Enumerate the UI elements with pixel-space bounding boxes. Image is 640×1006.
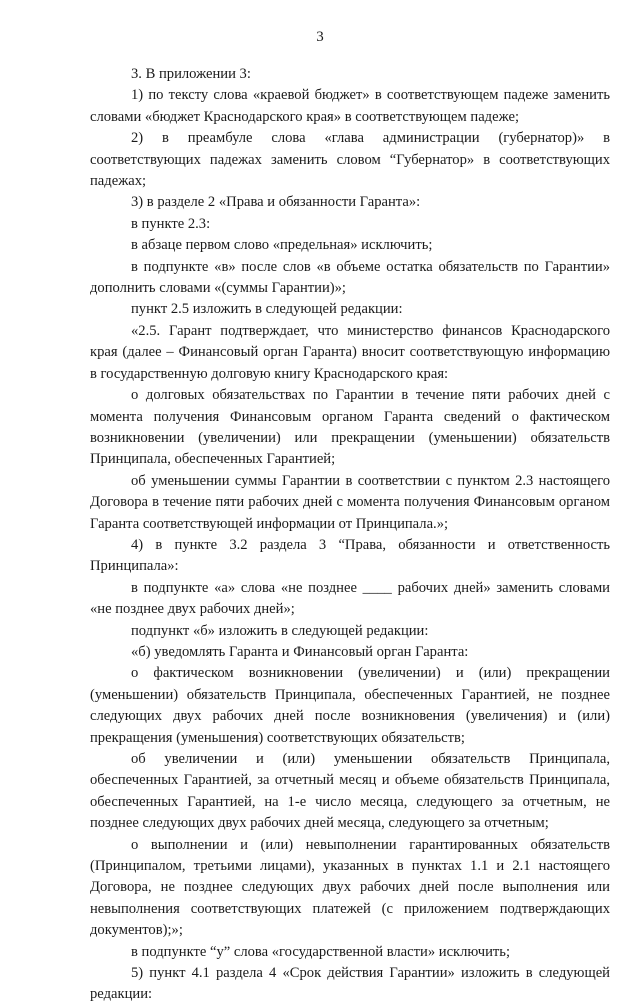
paragraph: пункт 2.5 изложить в следующей редакции:: [131, 301, 403, 318]
paragraph: 4) в пункте 3.2 раздела 3 “Права, обязанности и ответственность Принципала»:: [90, 536, 610, 575]
paragraph: подпункт «б» изложить в следующей редакции:: [131, 622, 429, 639]
paragraph: в подпункте «в» после слов «в объеме остатка обязательств по Гарантии» дополнить словами «(суммы Гарантии)»;: [90, 258, 610, 297]
paragraph: о долговых обязательствах по Гарантии в течение пяти рабочих дней с момента получения Финансовым органом Гаранта сведений о фактическом возникновении (увеличении) или прекращении (уменьшении) обязательств Принципала, обеспеченных Гарантией;: [90, 387, 610, 468]
paragraph: «2.5. Гарант подтверждает, что министерство финансов Краснодарского края (далее – Финансовый орган Гаранта) вносит соответствующую информацию в государственную долговую книгу Краснодарского края:: [90, 322, 610, 382]
paragraph: о выполнении и (или) невыполнении гарантированных обязательств (Принципалом, третьими лицами), указанных в пунктах 1.1 и 2.1 настоящего Договора, не позднее следующих двух рабочих дней после выполнения или невыполнения соответствующих платежей (с приложением подтверждающих документов);»;: [90, 836, 610, 939]
paragraph: об увеличении и (или) уменьшении обязательств Принципала, обеспеченных Гарантией, за отчетный месяц и объеме обязательств Принципала, обеспеченных Гарантией, на 1-е число месяца, следующего за отчетным, не позднее следующих двух рабочих дней месяца, следующего за отчетным;: [90, 751, 610, 832]
paragraph: 5) пункт 4.1 раздела 4 «Срок действия Гарантии» изложить в следующей редакции:: [90, 965, 610, 1003]
page-number: 3: [316, 29, 324, 45]
paragraph: в подпункте “у” слова «государственной власти» исключить;: [131, 943, 511, 960]
paragraph: об уменьшении суммы Гарантии в соответствии с пунктом 2.3 настоящего Договора в течение пяти рабочих дней с момента получения Финансовым органом Гаранта соответствующей информации от Принципала.»;: [90, 472, 610, 532]
paragraph: 3) в разделе 2 «Права и обязанности Гаранта»:: [131, 194, 421, 211]
paragraph: 2) в преамбуле слова «глава администрации (губернатор)» в соответствующих падежах заменить словом “Губернатор» в соответствующих падежах;: [90, 130, 610, 190]
paragraph: 1) по тексту слова «краевой бюджет» в соответствующем падеже заменить словами «бюджет Краснодарского края» в соответствующем падеже;: [90, 87, 610, 125]
paragraph: в абзаце первом слово «предельная» исключить;: [131, 237, 433, 254]
document-body: [90, 64, 610, 1006]
paragraph: 3. В приложении 3:: [131, 66, 251, 82]
paragraph: в подпункте «а» слова «не позднее ____ рабочих дней» заменить словами «не позднее двух рабочих дней»;: [90, 579, 610, 618]
paragraph: о фактическом возникновении (увеличении) и (или) прекращении (уменьшении) обязательств Принципала, обеспеченных Гарантией, не позднее следующих двух рабочих дней после возникновения (увеличения) и (или) прекращения (уменьшения) соответствующих обязательств;: [90, 665, 610, 746]
paragraph: в пункте 2.3:: [131, 215, 211, 232]
paragraph: «б) уведомлять Гаранта и Финансовый орган Гаранта:: [131, 643, 469, 660]
